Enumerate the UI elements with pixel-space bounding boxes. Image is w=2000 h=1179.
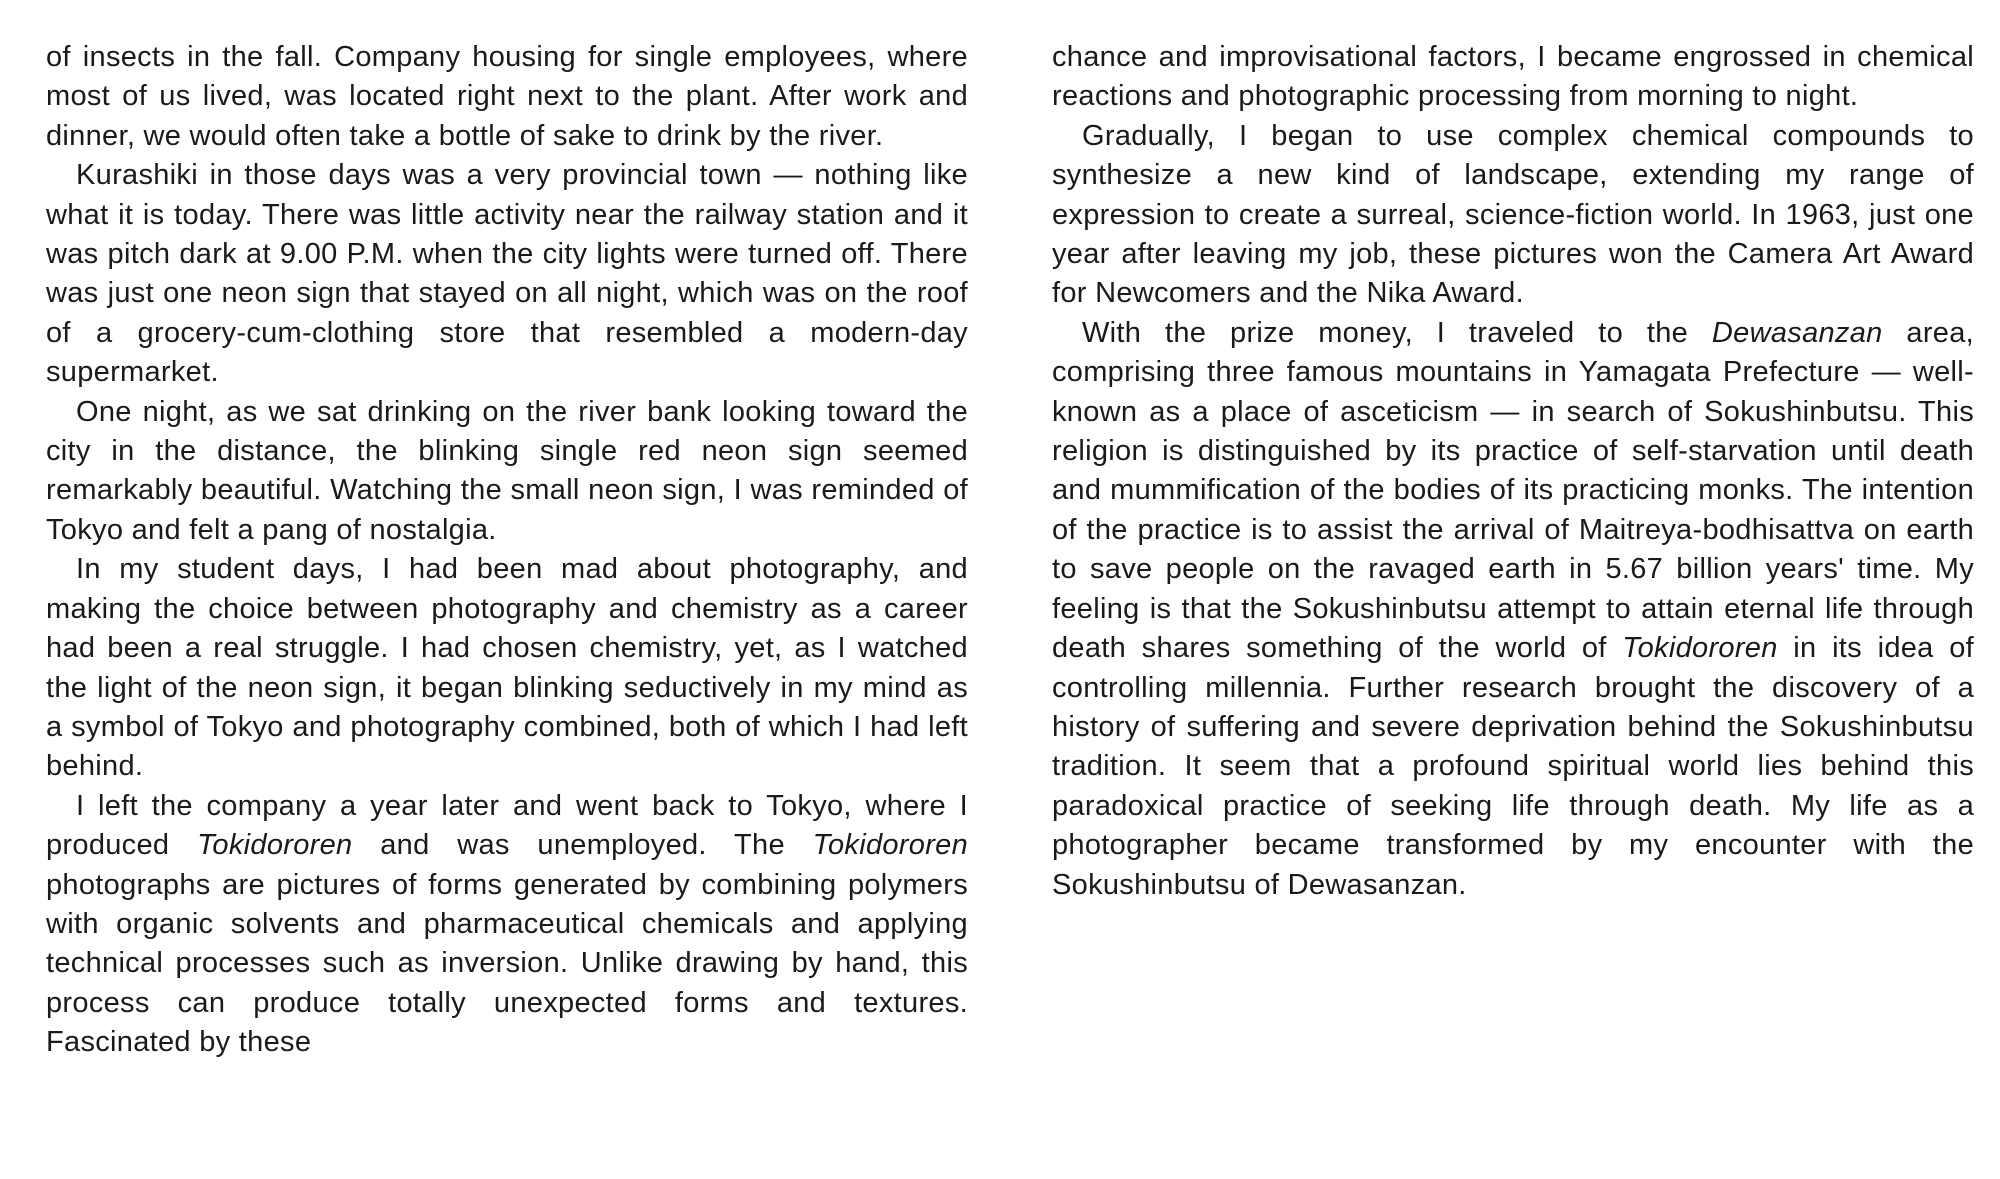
paragraph-text: With the prize money, I traveled to the [1082, 316, 1712, 349]
paragraph-text: in its idea of controlling millennia. Further research brought the discovery of a history of suffering and severe deprivation behind the Sokushinbutsu tradition. It seem that a profound spiritual world lies behind this paradoxical practice of seeking life through death. My life as a photographer became transformed by my encounter with the Sokushinbutsu of Dewasanzan. [1052, 632, 1974, 901]
paragraph [46, 156, 968, 392]
paragraph-text: I left the company a year later and went back to Tokyo, where I produced [46, 789, 968, 862]
paragraph [46, 550, 968, 786]
paragraph [46, 38, 968, 156]
italic-title: Tokidororen [197, 829, 353, 862]
paragraph-text: photographs are pictures of forms generated by combining polymers with organic solvents and pharmaceutical chemicals and applying technical processes such as inversion. Unlike drawing by hand, this process can produce totally unexpected forms and textures. Fascinated by these [46, 868, 968, 1059]
italic-place-name: Dewasanzan [1711, 316, 1883, 349]
italic-title: Tokidororen [1622, 632, 1778, 665]
italic-title: Tokidororen [812, 829, 969, 862]
paragraph [1052, 117, 1974, 314]
paragraph-text: Gradually, I began to use complex chemical compounds to synthesize a new kind of landscape, extending my range of expression to create a surreal, science-fiction world. In 1963, just one year after leaving my job, these pictures won the Camera Art Award for Newcomers and the Nika Award. [1052, 119, 1974, 310]
paragraph-text: Kurashiki in those days was a very provincial town — nothing like what it is today. There was little activity near the railway station and it was pitch dark at 9.00 P.M. when the city lights were turned off. There was just one neon sign that stayed on all night, which was on the roof of a grocery-cum-clothing store that resembled a modern-day supermarket. [46, 159, 968, 389]
paragraph-text: One night, as we sat drinking on the river bank looking toward the city in the distance, the blinking single red neon sign seemed remarkably beautiful. Watching the small neon sign, I was reminded of Tokyo and felt a pang of nostalgia. [46, 395, 968, 546]
paragraph-text: of insects in the fall. Company housing for single employees, where most of us lived, was located right next to the plant. After work and dinner, we would often take a bottle of sake to drink by the river. [46, 41, 968, 152]
paragraph [46, 787, 968, 1063]
paragraph-text: and was unemployed. The [352, 829, 813, 862]
left-column [46, 38, 968, 1063]
paragraph-text: area, comprising three famous mountains in Yamagata Prefecture — well-known as a place of asceticism — in search of Sokushinbutsu. This religion is distinguished by its practice of self-starvation until death and mummification of the bodies of its practicing monks. The intention of the practice is to assist the arrival of Maitreya-bodhisattva on earth to save people on the ravaged earth in 5.67 billion years' time. My feeling is that the Sokushinbutsu attempt to attain eternal life through death shares something of the world of [1052, 316, 1974, 665]
paragraph [1052, 38, 1974, 117]
right-column [1052, 38, 1974, 905]
paragraph [1052, 314, 1974, 905]
paragraph [46, 393, 968, 551]
paragraph-text: chance and improvisational factors, I became engrossed in chemical reactions and photographic processing from morning to night. [1052, 41, 1974, 113]
paragraph-text: In my student days, I had been mad about photography, and making the choice between photography and chemistry as a career had been a real struggle. I had chosen chemistry, yet, as I watched the light of the neon sign, it began blinking seductively in my mind as a symbol of Tokyo and photography combined, both of which I had left behind. [46, 553, 968, 783]
